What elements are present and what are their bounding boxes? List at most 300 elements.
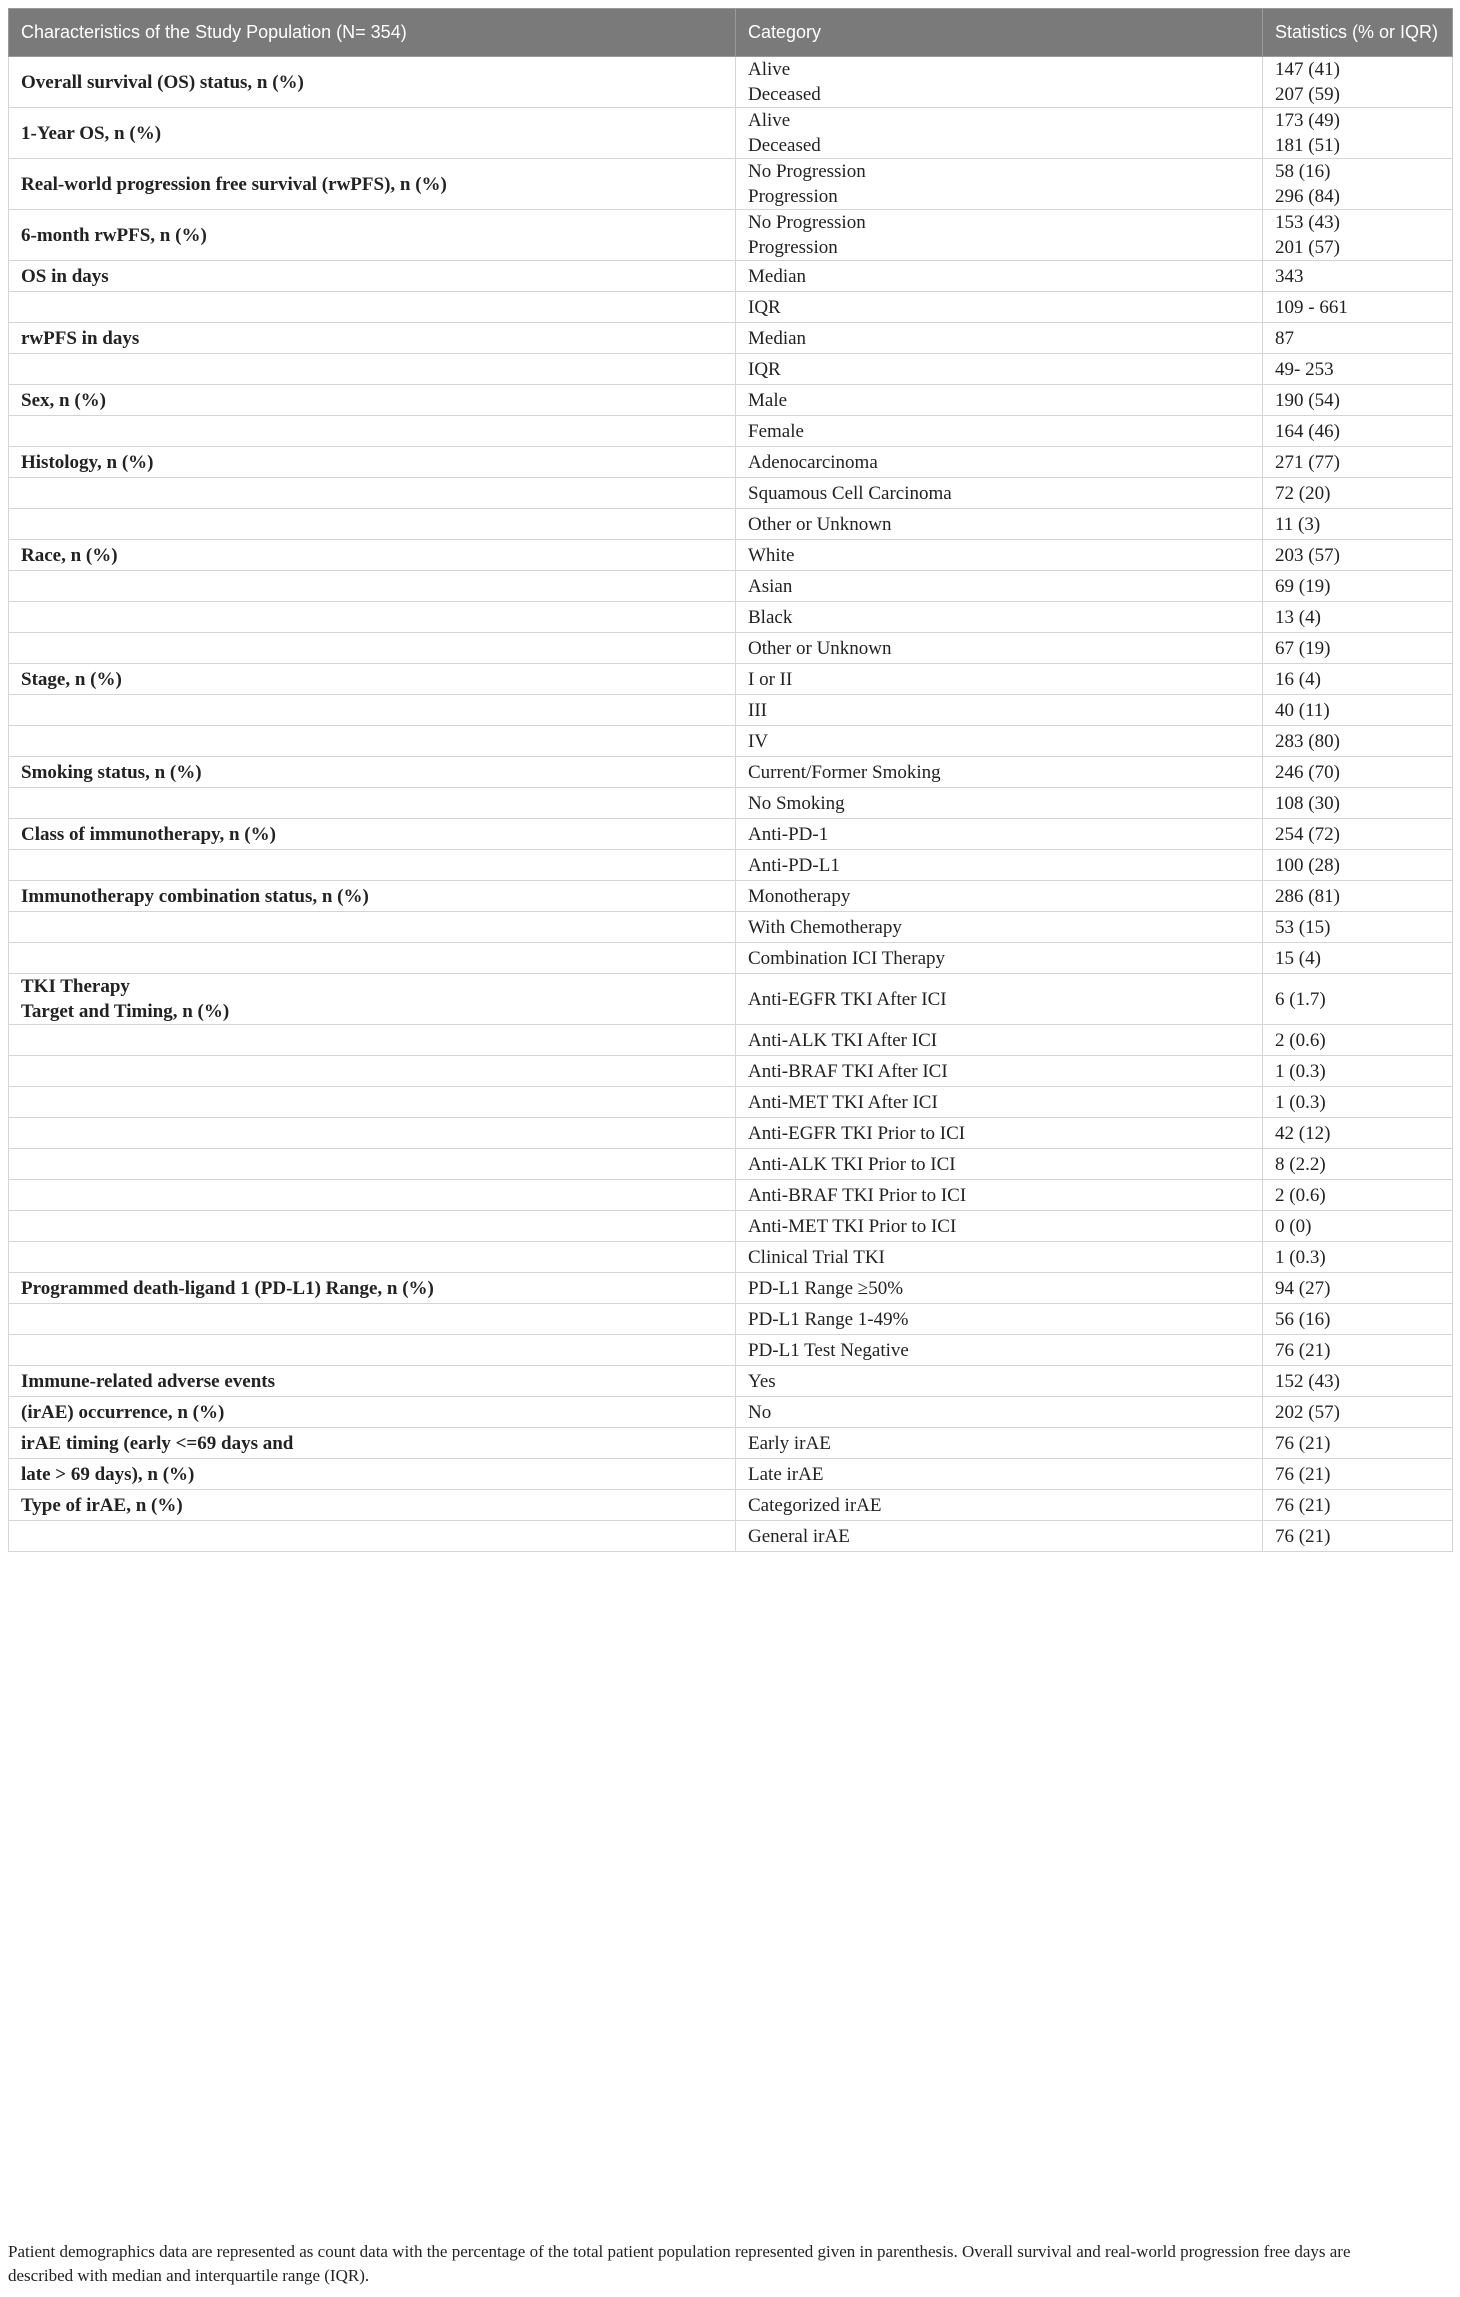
category-text: IV xyxy=(748,730,769,752)
statistic-cell xyxy=(1263,1273,1453,1304)
category-cell xyxy=(736,159,1263,210)
statistic-cell xyxy=(1263,416,1453,447)
category-cell xyxy=(736,1335,1263,1366)
category-text: General irAE xyxy=(748,1525,850,1547)
characteristic-text: OS in days xyxy=(21,265,109,287)
statistic-cell xyxy=(1263,850,1453,881)
statistic-text: 108 (30) xyxy=(1275,792,1340,814)
table-row xyxy=(9,1025,1453,1056)
table-row xyxy=(9,1521,1453,1552)
category-text: White xyxy=(748,544,795,566)
characteristic-cell xyxy=(9,1211,736,1242)
category-cell xyxy=(736,1087,1263,1118)
statistic-cell xyxy=(1263,1180,1453,1211)
table-header xyxy=(9,9,1453,57)
statistic-cell xyxy=(1263,571,1453,602)
characteristic-text: Programmed death-ligand 1 (PD-L1) Range, n (%) xyxy=(21,1277,434,1299)
characteristic-cell xyxy=(9,57,736,108)
category-text: Categorized irAE xyxy=(748,1494,882,1516)
characteristic-cell xyxy=(9,943,736,974)
characteristic-cell xyxy=(9,1490,736,1521)
characteristic-text: late > 69 days), n (%) xyxy=(21,1463,195,1485)
category-text: Squamous Cell Carcinoma xyxy=(748,482,952,504)
category-text: Clinical Trial TKI xyxy=(748,1246,885,1268)
category-text: With Chemotherapy xyxy=(748,916,902,938)
statistic-text: 76 (21) xyxy=(1275,1432,1331,1454)
category-cell xyxy=(736,788,1263,819)
statistic-cell xyxy=(1263,1335,1453,1366)
category-cell xyxy=(736,447,1263,478)
category-text: Anti-EGFR TKI Prior to ICI xyxy=(748,1122,966,1144)
table-row xyxy=(9,1428,1453,1459)
statistic-text: 11 (3) xyxy=(1275,513,1321,535)
characteristic-cell xyxy=(9,1087,736,1118)
characteristic-cell xyxy=(9,292,736,323)
category-text: Anti-ALK TKI After ICI xyxy=(748,1029,938,1051)
category-cell xyxy=(736,943,1263,974)
statistic-text: 164 (46) xyxy=(1275,420,1340,442)
characteristic-cell xyxy=(9,726,736,757)
category-text: Early irAE xyxy=(748,1432,831,1454)
statistic-cell xyxy=(1263,943,1453,974)
category-cell xyxy=(736,1273,1263,1304)
statistic-text: 173 (49) xyxy=(1275,110,1340,131)
characteristic-cell xyxy=(9,1521,736,1552)
table-row xyxy=(9,1304,1453,1335)
category-text: IQR xyxy=(748,358,781,380)
category-cell xyxy=(736,1490,1263,1521)
table-row xyxy=(9,664,1453,695)
category-cell xyxy=(736,1428,1263,1459)
column-header-category: Category xyxy=(736,9,1263,57)
statistic-text: 109 - 661 xyxy=(1275,296,1348,318)
statistic-text: 76 (21) xyxy=(1275,1463,1331,1485)
characteristic-cell xyxy=(9,881,736,912)
characteristic-text: Class of immunotherapy, n (%) xyxy=(21,823,276,845)
statistic-text: 0 (0) xyxy=(1275,1215,1312,1237)
characteristic-cell xyxy=(9,1397,736,1428)
table-row xyxy=(9,1366,1453,1397)
characteristic-cell xyxy=(9,509,736,540)
characteristic-cell xyxy=(9,1180,736,1211)
category-text: No Smoking xyxy=(748,792,845,814)
statistic-text: 153 (43) xyxy=(1275,212,1340,233)
statistic-text: 72 (20) xyxy=(1275,482,1331,504)
statistic-text: 15 (4) xyxy=(1275,947,1321,969)
category-cell xyxy=(736,1149,1263,1180)
table-row xyxy=(9,1242,1453,1273)
category-cell xyxy=(736,354,1263,385)
statistic-text: 76 (21) xyxy=(1275,1339,1331,1361)
table-row xyxy=(9,912,1453,943)
statistic-cell xyxy=(1263,57,1453,108)
characteristic-cell xyxy=(9,695,736,726)
characteristic-text: Overall survival (OS) status, n (%) xyxy=(21,71,304,93)
statistic-cell xyxy=(1263,1304,1453,1335)
category-cell xyxy=(736,1366,1263,1397)
category-cell xyxy=(736,695,1263,726)
statistic-cell xyxy=(1263,1025,1453,1056)
characteristic-cell xyxy=(9,788,736,819)
category-text: PD-L1 Range ≥50% xyxy=(748,1277,904,1299)
category-cell xyxy=(736,1521,1263,1552)
table-row xyxy=(9,1149,1453,1180)
category-text: Alive xyxy=(748,59,791,80)
category-cell xyxy=(736,571,1263,602)
category-cell xyxy=(736,416,1263,447)
footnote-line: described with median and interquartile range (IQR). xyxy=(8,2266,370,2285)
table-row xyxy=(9,509,1453,540)
characteristic-text: Histology, n (%) xyxy=(21,451,154,473)
statistic-text: 283 (80) xyxy=(1275,730,1340,752)
category-text: Alive xyxy=(748,110,791,131)
category-text: Anti-PD-L1 xyxy=(748,854,840,876)
category-text: Anti-EGFR TKI After ICI xyxy=(748,988,947,1010)
category-cell xyxy=(736,108,1263,159)
statistic-text: 87 xyxy=(1275,327,1294,349)
statistic-text: 246 (70) xyxy=(1275,761,1340,783)
characteristic-cell xyxy=(9,974,736,1025)
characteristic-text: 1-Year OS, n (%) xyxy=(21,122,162,144)
category-cell xyxy=(736,974,1263,1025)
category-text: Anti-ALK TKI Prior to ICI xyxy=(748,1153,956,1175)
category-cell xyxy=(736,912,1263,943)
category-cell xyxy=(736,1242,1263,1273)
category-cell xyxy=(736,292,1263,323)
header-row xyxy=(9,9,1453,57)
statistic-text: 1 (0.3) xyxy=(1275,1246,1326,1268)
characteristic-cell xyxy=(9,819,736,850)
statistic-text: 100 (28) xyxy=(1275,854,1340,876)
statistic-cell xyxy=(1263,478,1453,509)
table-row xyxy=(9,1087,1453,1118)
footnote-line: Patient demographics data are represented as count data with the percentage of the total patient population represented given in parenthesis. Overall survival and real-world progression free days are xyxy=(8,2242,1351,2261)
category-text: No xyxy=(748,1401,772,1423)
statistic-cell xyxy=(1263,1428,1453,1459)
table-row xyxy=(9,385,1453,416)
characteristic-text: Real-world progression free survival (rwPFS), n (%) xyxy=(21,173,447,195)
characteristic-text: Immunotherapy combination status, n (%) xyxy=(21,885,369,907)
category-cell xyxy=(736,1118,1263,1149)
statistic-cell xyxy=(1263,726,1453,757)
category-cell xyxy=(736,1397,1263,1428)
category-cell xyxy=(736,819,1263,850)
statistic-cell xyxy=(1263,1521,1453,1552)
category-cell xyxy=(736,1025,1263,1056)
characteristic-cell xyxy=(9,1273,736,1304)
category-cell xyxy=(736,633,1263,664)
statistic-cell xyxy=(1263,1242,1453,1273)
statistic-cell xyxy=(1263,261,1453,292)
statistic-text: 152 (43) xyxy=(1275,1370,1340,1392)
statistic-cell xyxy=(1263,695,1453,726)
category-text: III xyxy=(748,699,767,721)
statistic-cell xyxy=(1263,447,1453,478)
category-text: Deceased xyxy=(748,84,821,105)
table-row xyxy=(9,57,1453,108)
characteristic-cell xyxy=(9,912,736,943)
characteristic-cell xyxy=(9,447,736,478)
category-cell xyxy=(736,1304,1263,1335)
characteristic-text: Immune-related adverse events xyxy=(21,1370,275,1392)
characteristic-text: Sex, n (%) xyxy=(21,389,106,411)
table-row xyxy=(9,292,1453,323)
statistic-cell xyxy=(1263,354,1453,385)
category-text: Anti-PD-1 xyxy=(748,823,829,845)
category-text: Median xyxy=(748,327,807,349)
category-text: Late irAE xyxy=(748,1463,824,1485)
characteristic-text: irAE timing (early <=69 days and xyxy=(21,1432,294,1454)
category-text: Anti-MET TKI Prior to ICI xyxy=(748,1215,957,1237)
table-body xyxy=(9,57,1453,1552)
category-text: PD-L1 Range 1-49% xyxy=(748,1308,909,1330)
statistic-text: 1 (0.3) xyxy=(1275,1091,1326,1113)
table-row xyxy=(9,447,1453,478)
statistic-text: 13 (4) xyxy=(1275,606,1321,628)
characteristic-cell xyxy=(9,1149,736,1180)
characteristic-cell xyxy=(9,664,736,695)
category-cell xyxy=(736,385,1263,416)
table-footnote xyxy=(8,2240,1452,2288)
characteristic-cell xyxy=(9,1025,736,1056)
characteristic-text: rwPFS in days xyxy=(21,327,140,349)
statistic-cell xyxy=(1263,509,1453,540)
category-cell xyxy=(736,323,1263,354)
category-cell xyxy=(736,757,1263,788)
statistic-text: 296 (84) xyxy=(1275,186,1340,207)
category-text: Anti-BRAF TKI After ICI xyxy=(748,1060,948,1082)
table-row xyxy=(9,354,1453,385)
statistic-cell xyxy=(1263,1118,1453,1149)
statistic-cell xyxy=(1263,1459,1453,1490)
table-row xyxy=(9,1490,1453,1521)
category-cell xyxy=(736,1459,1263,1490)
characteristic-text: Smoking status, n (%) xyxy=(21,761,202,783)
category-text: PD-L1 Test Negative xyxy=(748,1339,909,1361)
statistic-text: 6 (1.7) xyxy=(1275,988,1326,1010)
statistic-cell xyxy=(1263,540,1453,571)
statistic-text: 69 (19) xyxy=(1275,575,1331,597)
statistic-text: 94 (27) xyxy=(1275,1277,1331,1299)
statistic-cell xyxy=(1263,664,1453,695)
category-cell xyxy=(736,509,1263,540)
column-header-characteristics: Characteristics of the Study Population (N= 354) xyxy=(9,9,736,57)
table-row xyxy=(9,757,1453,788)
statistic-cell xyxy=(1263,108,1453,159)
statistic-cell xyxy=(1263,323,1453,354)
statistic-text: 201 (57) xyxy=(1275,237,1340,258)
table-row xyxy=(9,540,1453,571)
table-row xyxy=(9,1397,1453,1428)
characteristic-text: TKI Therapy xyxy=(21,976,130,997)
statistic-text: 56 (16) xyxy=(1275,1308,1331,1330)
table-row xyxy=(9,881,1453,912)
table-row xyxy=(9,1273,1453,1304)
characteristic-cell xyxy=(9,108,736,159)
table-row xyxy=(9,726,1453,757)
statistic-text: 2 (0.6) xyxy=(1275,1184,1326,1206)
category-text: Progression xyxy=(748,237,838,258)
category-text: Monotherapy xyxy=(748,885,851,907)
statistic-cell xyxy=(1263,974,1453,1025)
statistic-cell xyxy=(1263,1149,1453,1180)
category-text: No Progression xyxy=(748,212,866,233)
category-cell xyxy=(736,210,1263,261)
category-cell xyxy=(736,261,1263,292)
category-cell xyxy=(736,57,1263,108)
statistic-cell xyxy=(1263,1211,1453,1242)
category-text: Current/Former Smoking xyxy=(748,761,941,783)
category-text: Median xyxy=(748,265,807,287)
statistic-cell xyxy=(1263,788,1453,819)
table-row xyxy=(9,108,1453,159)
statistic-text: 343 xyxy=(1275,265,1304,287)
table-row xyxy=(9,478,1453,509)
statistic-text: 42 (12) xyxy=(1275,1122,1331,1144)
characteristic-cell xyxy=(9,602,736,633)
statistic-text: 8 (2.2) xyxy=(1275,1153,1326,1175)
category-cell xyxy=(736,478,1263,509)
category-cell xyxy=(736,664,1263,695)
category-text: IQR xyxy=(748,296,781,318)
table-row xyxy=(9,819,1453,850)
statistic-cell xyxy=(1263,633,1453,664)
statistic-cell xyxy=(1263,881,1453,912)
statistic-text: 76 (21) xyxy=(1275,1525,1331,1547)
table-row xyxy=(9,850,1453,881)
table-row xyxy=(9,943,1453,974)
statistic-text: 2 (0.6) xyxy=(1275,1029,1326,1051)
category-cell xyxy=(736,540,1263,571)
category-text: Progression xyxy=(748,186,838,207)
table-row xyxy=(9,633,1453,664)
category-text: Anti-MET TKI After ICI xyxy=(748,1091,938,1113)
characteristic-cell xyxy=(9,261,736,292)
characteristic-cell xyxy=(9,1428,736,1459)
category-text: Combination ICI Therapy xyxy=(748,947,946,969)
statistic-text: 271 (77) xyxy=(1275,451,1340,473)
category-text: Male xyxy=(748,389,788,411)
category-text: Black xyxy=(748,606,793,628)
category-cell xyxy=(736,1056,1263,1087)
statistic-text: 76 (21) xyxy=(1275,1494,1331,1516)
study-population-table xyxy=(8,8,1453,1552)
table-row xyxy=(9,1211,1453,1242)
category-text: Anti-BRAF TKI Prior to ICI xyxy=(748,1184,967,1206)
statistic-text: 49- 253 xyxy=(1275,358,1334,380)
category-text: Adenocarcinoma xyxy=(748,451,878,473)
statistic-text: 53 (15) xyxy=(1275,916,1331,938)
characteristic-cell xyxy=(9,1056,736,1087)
category-text: Other or Unknown xyxy=(748,513,892,535)
characteristic-cell xyxy=(9,571,736,602)
column-header-statistics: Statistics (% or IQR) xyxy=(1263,9,1453,57)
statistic-cell xyxy=(1263,912,1453,943)
characteristic-text: Target and Timing, n (%) xyxy=(21,1001,230,1022)
category-text: I or II xyxy=(748,668,793,690)
table-row xyxy=(9,323,1453,354)
category-text: Other or Unknown xyxy=(748,637,892,659)
characteristic-text: 6-month rwPFS, n (%) xyxy=(21,224,207,246)
characteristic-cell xyxy=(9,159,736,210)
statistic-cell xyxy=(1263,819,1453,850)
statistic-text: 40 (11) xyxy=(1275,699,1330,721)
characteristic-cell xyxy=(9,1459,736,1490)
category-text: No Progression xyxy=(748,161,866,182)
category-cell xyxy=(736,602,1263,633)
table-row xyxy=(9,602,1453,633)
category-cell xyxy=(736,1211,1263,1242)
table-row xyxy=(9,1180,1453,1211)
table-row xyxy=(9,159,1453,210)
characteristic-cell xyxy=(9,633,736,664)
statistic-text: 67 (19) xyxy=(1275,637,1331,659)
characteristic-cell xyxy=(9,416,736,447)
characteristic-cell xyxy=(9,1366,736,1397)
characteristic-cell xyxy=(9,1242,736,1273)
characteristic-text: Type of irAE, n (%) xyxy=(21,1494,183,1516)
characteristic-cell xyxy=(9,478,736,509)
statistic-cell xyxy=(1263,159,1453,210)
table-row xyxy=(9,1056,1453,1087)
category-text: Yes xyxy=(748,1370,776,1392)
statistic-text: 203 (57) xyxy=(1275,544,1340,566)
characteristic-text: Stage, n (%) xyxy=(21,668,122,690)
statistic-text: 190 (54) xyxy=(1275,389,1340,411)
category-cell xyxy=(736,881,1263,912)
table-row xyxy=(9,210,1453,261)
statistic-cell xyxy=(1263,1056,1453,1087)
characteristic-cell xyxy=(9,1118,736,1149)
category-cell xyxy=(736,726,1263,757)
table-row xyxy=(9,571,1453,602)
statistic-cell xyxy=(1263,210,1453,261)
statistic-text: 202 (57) xyxy=(1275,1401,1340,1423)
statistic-text: 286 (81) xyxy=(1275,885,1340,907)
statistic-text: 181 (51) xyxy=(1275,135,1340,156)
statistic-text: 207 (59) xyxy=(1275,84,1340,105)
statistic-cell xyxy=(1263,1397,1453,1428)
statistic-cell xyxy=(1263,1490,1453,1521)
category-cell xyxy=(736,1180,1263,1211)
characteristic-text: (irAE) occurrence, n (%) xyxy=(21,1401,225,1423)
statistic-cell xyxy=(1263,602,1453,633)
statistic-text: 147 (41) xyxy=(1275,59,1340,80)
category-text: Asian xyxy=(748,575,793,597)
statistic-text: 16 (4) xyxy=(1275,668,1321,690)
statistic-cell xyxy=(1263,385,1453,416)
table-row xyxy=(9,261,1453,292)
statistic-cell xyxy=(1263,1366,1453,1397)
table-row xyxy=(9,1335,1453,1366)
characteristic-cell xyxy=(9,1304,736,1335)
category-text: Deceased xyxy=(748,135,821,156)
characteristic-text: Race, n (%) xyxy=(21,544,118,566)
table-row xyxy=(9,974,1453,1025)
characteristic-cell xyxy=(9,850,736,881)
characteristic-cell xyxy=(9,385,736,416)
characteristic-cell xyxy=(9,757,736,788)
table-row xyxy=(9,416,1453,447)
characteristic-cell xyxy=(9,540,736,571)
table-row xyxy=(9,1118,1453,1149)
table-row xyxy=(9,1459,1453,1490)
table-row xyxy=(9,695,1453,726)
characteristic-cell xyxy=(9,1335,736,1366)
category-text: Female xyxy=(748,420,804,442)
statistic-cell xyxy=(1263,1087,1453,1118)
statistic-text: 58 (16) xyxy=(1275,161,1331,182)
